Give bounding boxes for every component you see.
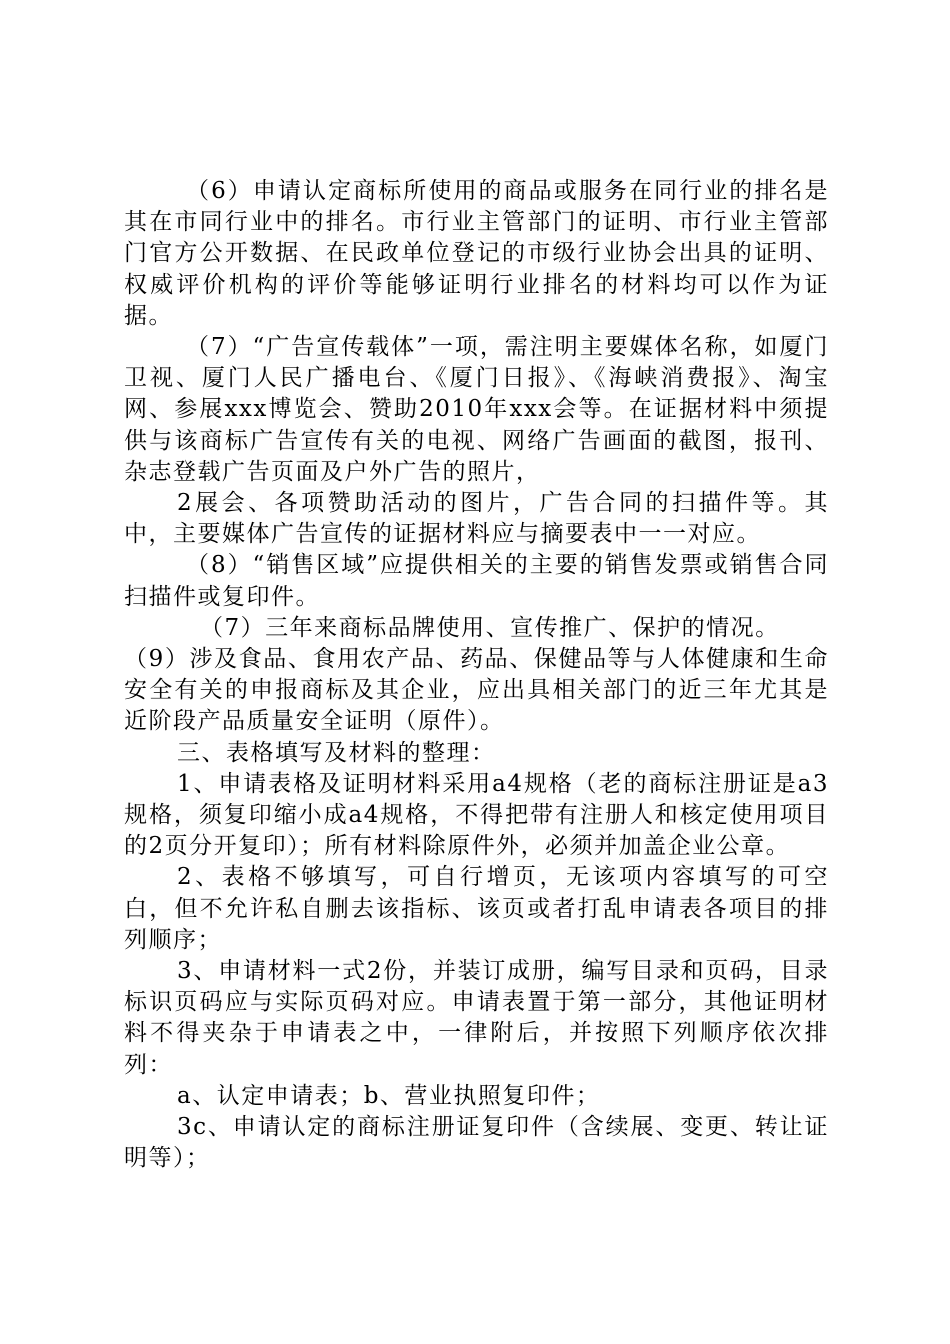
paragraph-7-advertising-carrier: （7）“广告宣传载体”一项，需注明主要媒体名称，如厦门卫视、厦门人民广播电台、《厦门日报》、《海峡消费报》、淘宝网、参展xxx博览会、赞助2010年xxx会等。在证据材料中须提供与该商标广告宣传有关的电视、网络广告画面的截图，报刊、杂志登载广告页面及户外广告的照片， [124, 334, 829, 485]
paragraph-list-a-b: a、认定申请表；b、营业执照复印件； [177, 1082, 601, 1109]
paragraph-item-3: 3、申请材料一式2份，并装订成册，编写目录和页码，目录标识页码应与实际页码对应。申请表置于第一部分，其他证明材料不得夹杂于申请表之中，一律附后，并按照下列顺序依次排列： [124, 958, 829, 1078]
paragraph-6-industry-ranking: （6）申请认定商标所使用的商品或服务在同行业的排名是其在市同行业中的排名。市行业主管部门的证明、市行业主管部门官方公开数据、在民政单位登记的市级行业协会出具的证明、权威评价机构的评价等能够证明行业排名的材料均可以作为证据。 [124, 178, 829, 329]
paragraph-exhibition-sponsorship: 2展会、各项赞助活动的图片，广告合同的扫描件等。其中，主要媒体广告宣传的证据材料应与摘要表中一一对应。 [124, 490, 829, 548]
paragraph-7-brand-usage: （7）三年来商标品牌使用、宣传推广、保护的情况。 [200, 614, 780, 641]
paragraph-item-1: 1、申请表格及证明材料采用a4规格（老的商标注册证是a3规格，须复印缩小成a4规格，不得把带有注册人和核定使用项目的2页分开复印）；所有材料除原件外，必须并加盖企业公章。 [124, 770, 829, 860]
section-heading-3: 三、表格填写及材料的整理： [177, 739, 496, 766]
paragraph-9-safety-certificate: （9）涉及食品、食用农产品、药品、保健品等与人体健康和生命安全有关的申报商标及其企业，应出具相关部门的近三年尤其是近阶段产品质量安全证明（原件）。 [124, 646, 829, 735]
document-body [124, 176, 829, 1175]
paragraph-8-sales-region: （8）“销售区域”应提供相关的主要的销售发票或销售合同扫描件或复印件。 [124, 552, 829, 610]
paragraph-item-2: 2、表格不够填写，可自行增页，无该项内容填写的可空白，但不允许私自删去该指标、该页或者打乱申请表各项目的排列顺序； [124, 864, 829, 953]
paragraph-list-c: 3c、申请认定的商标注册证复印件（含续展、变更、转让证明等）； [124, 1114, 829, 1172]
